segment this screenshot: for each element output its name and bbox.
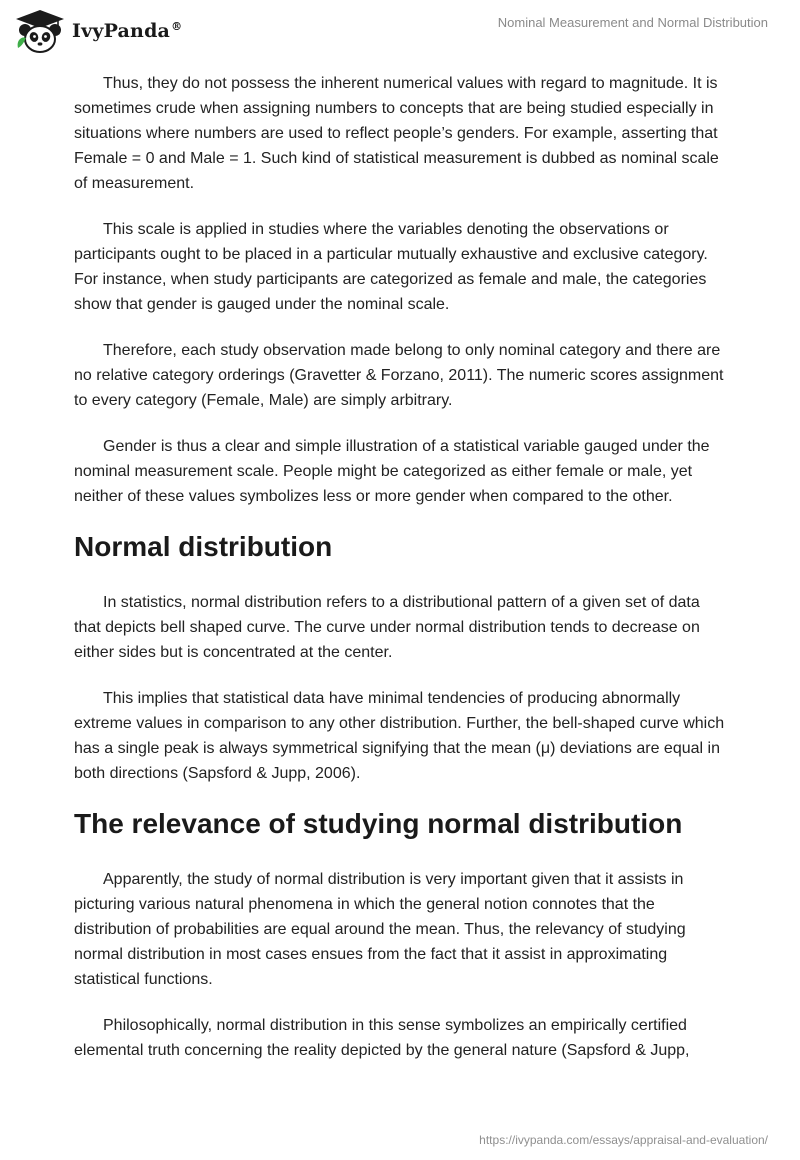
paragraph: In statistics, normal distribution refers to a distributional pattern of a given set of data that depicts bell shaped curve. The curve under normal distribution tends to decrease on either sides but is concentrated at the center. <box>74 594 700 661</box>
document-title: Nominal Measurement and Normal Distribution <box>497 15 768 30</box>
paragraph: This implies that statistical data have minimal tendencies of producing abnormally extreme values in comparison to any other distribution. Further, the bell-shaped curve which has a single peak is always symmetrical signifying that the mean (μ) deviations are equal in both directions (Sapsford & Jupp, 2006). <box>74 690 725 782</box>
paragraph: Thus, they do not possess the inherent numerical values with regard to magnitude. It is sometimes crude when assigning numbers to concepts that are being studied especially in situations where numbers are used to reflect people’s genders. For example, asserting that Female = 0 and Male = 1. Such kind of statistical measurement is dubbed as nominal scale of measurement. <box>74 75 719 192</box>
paragraph: Philosophically, normal distribution in this sense symbolizes an empirically certified elemental truth concerning the reality depicted by the general nature (Sapsford & Jupp, <box>74 1017 690 1059</box>
page-header <box>0 0 800 70</box>
panda-graduate-icon <box>14 8 66 54</box>
registered-mark: ® <box>171 20 183 33</box>
logo-wordmark: IvyPanda® <box>72 20 183 42</box>
source-url[interactable]: https://ivypanda.com/essays/appraisal-and-evaluation/ <box>479 1133 768 1147</box>
section-heading-relevance: The relevance of studying normal distribution <box>74 808 683 839</box>
paragraph: Apparently, the study of normal distribution is very important given that it assists in picturing various natural phenomena in which the general notion connotes that the distribution of probabilities are equal around the mean. Thus, the relevancy of studying normal distribution in most cases ensues from the fact that it assist in approximating statistical functions. <box>74 871 686 988</box>
paragraph: Gender is thus a clear and simple illustration of a statistical variable gauged under the nominal measurement scale. People might be categorized as either female or male, yet neither of these values symbolizes less or more gender when compared to the other. <box>74 438 710 505</box>
essay-body <box>74 71 726 1084</box>
ivypanda-logo[interactable] <box>14 8 182 54</box>
section-heading-normal-distribution: Normal distribution <box>74 531 333 562</box>
paragraph: Therefore, each study observation made belong to only nominal category and there are no relative category orderings (Gravetter & Forzano, 2011). The numeric scores assignment to every category (Female, Male) are simply arbitrary. <box>74 342 724 409</box>
paragraph: This scale is applied in studies where the variables denoting the observations or participants ought to be placed in a particular mutually exhaustive and exclusive category. For instance, when study participants are categorized as female and male, the categories show that gender is gauged under the nominal scale. <box>74 221 708 313</box>
